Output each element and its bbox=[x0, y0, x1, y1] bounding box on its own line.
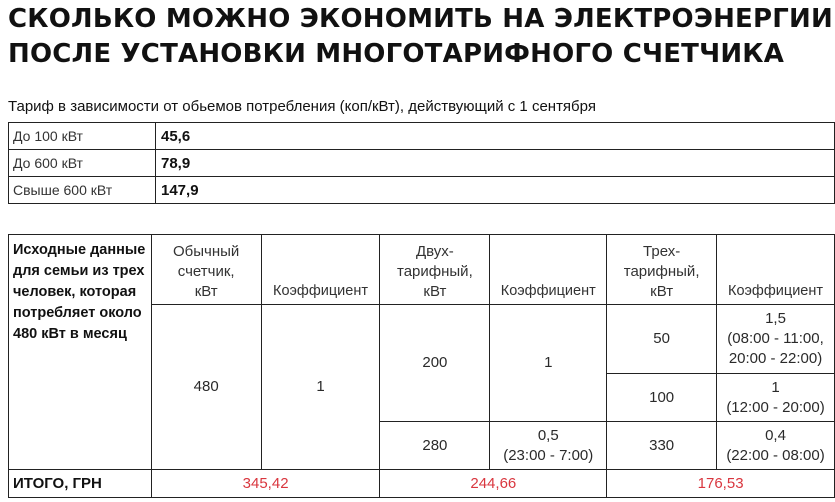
title-line-2: ПОСЛЕ УСТАНОВКИ МНОГОТАРИФНОГО СЧЕТЧИКА bbox=[8, 39, 785, 69]
tariff-label: До 100 кВт bbox=[9, 123, 156, 150]
two-tariff-coef: 1 bbox=[490, 305, 607, 422]
total-normal: 345,42 bbox=[151, 470, 380, 498]
two-tariff-coef: 0,5 (23:00 - 7:00) bbox=[490, 422, 607, 470]
total-three-tariff: 176,53 bbox=[607, 470, 835, 498]
page-title bbox=[8, 2, 833, 72]
title-line-1: СКОЛЬКО МОЖНО ЭКОНОМИТЬ НА ЭЛЕКТРОЭНЕРГИИ bbox=[8, 4, 833, 34]
tariff-value: 78,9 bbox=[156, 150, 835, 177]
total-row bbox=[9, 470, 835, 498]
header-normal-meter: Обычный счетчик, кВт bbox=[151, 235, 261, 305]
header-three-tariff: Трех- тарифный, кВт bbox=[607, 235, 717, 305]
header-coefficient: Коэффициент bbox=[490, 235, 607, 305]
three-tariff-coef: 0,4 (22:00 - 08:00) bbox=[717, 422, 835, 470]
header-coefficient: Коэффициент bbox=[717, 235, 835, 305]
three-tariff-kwt: 100 bbox=[607, 374, 717, 422]
tariff-label: До 600 кВт bbox=[9, 150, 156, 177]
header-row bbox=[9, 235, 835, 305]
three-tariff-kwt: 330 bbox=[607, 422, 717, 470]
two-tariff-kwt: 200 bbox=[380, 305, 490, 422]
comparison-table bbox=[8, 234, 835, 498]
normal-kwt: 480 bbox=[151, 305, 261, 470]
table-row bbox=[9, 150, 835, 177]
table-row bbox=[9, 177, 835, 204]
table-row bbox=[9, 123, 835, 150]
three-tariff-coef: 1,5 (08:00 - 11:00, 20:00 - 22:00) bbox=[717, 305, 835, 374]
normal-coef: 1 bbox=[261, 305, 380, 470]
header-two-tariff: Двух- тарифный, кВт bbox=[380, 235, 490, 305]
three-tariff-kwt: 50 bbox=[607, 305, 717, 374]
tariff-table bbox=[8, 122, 835, 204]
tariff-value: 147,9 bbox=[156, 177, 835, 204]
tariff-value: 45,6 bbox=[156, 123, 835, 150]
three-tariff-coef: 1 (12:00 - 20:00) bbox=[717, 374, 835, 422]
total-two-tariff: 244,66 bbox=[380, 470, 607, 498]
total-label: ИТОГО, ГРН bbox=[9, 470, 152, 498]
tariff-label: Свыше 600 кВт bbox=[9, 177, 156, 204]
tariff-caption: Тариф в зависимости от обьемов потребления (коп/кВт), действующий с 1 сентября bbox=[8, 98, 596, 115]
header-coefficient: Коэффициент bbox=[261, 235, 380, 305]
intro-text: Исходные данные для семьи из трех человек, которая потребляет около 480 кВт в месяц bbox=[9, 235, 152, 470]
two-tariff-kwt: 280 bbox=[380, 422, 490, 470]
